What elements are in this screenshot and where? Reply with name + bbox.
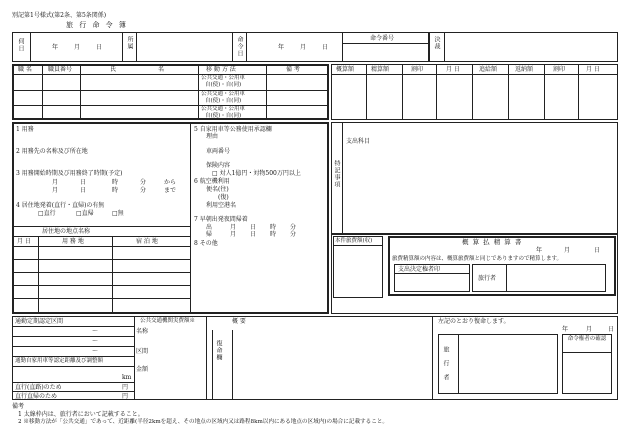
time-day: 日 [80,179,87,186]
order-date-label: 命令日 [236,36,243,57]
report-year: 年 [562,326,569,333]
col-transport: 移 動 方 法 [206,66,236,73]
item-schedule: 3 用務開始時期及び用務終了時期(予定) [16,170,123,177]
airport-label: 利用空港名 [206,202,237,209]
pt-name-label: 名称 [136,328,149,335]
insurance-label: 保険内容 [206,162,231,169]
checkbox-direct-go[interactable]: □直行 [38,210,56,217]
col-seal: 割印 [411,66,424,73]
settlement-day: 日 [594,247,601,254]
approval-box [429,32,618,62]
km-unit: km [122,374,132,381]
settlement-month: 月 [564,247,571,254]
report-day: 日 [608,326,615,333]
tilde: 〜 [92,328,99,335]
special-notes-box [331,122,618,234]
report-label: 復命欄 [215,340,222,361]
expense-label: 支出科目 [346,138,371,145]
office-field[interactable] [138,34,230,60]
note-2: 2 ※移動方法が「公共交通」であって、近距離(半径2kmを超え、その地点の区域内又は路程8km以内にある地点の区域内)の場合に記載すること。 [18,419,389,425]
arrive-day: 日 [250,231,257,238]
reason-label: 理由 [206,133,219,140]
order-month: 月 [300,44,307,51]
col-estimated: 概算額 [336,66,355,73]
time-month: 月 [52,187,59,194]
item-airplane: 6 航空機利用 [194,178,230,185]
date-day: 日 [96,44,103,51]
item-private-car: 5 自家用車等公務使用承認欄 [194,126,272,133]
checkbox-none[interactable]: □無 [112,210,124,217]
res-col-place: 用 務 地 [62,238,84,245]
flight-return-label: (復) [218,194,229,201]
item-early-late: 7 早朝出発夜間帰着 [194,216,248,223]
pt-amount-label: 金額 [136,366,149,373]
order-number-label: 命令番号 [370,35,395,42]
date-month: 月 [74,44,81,51]
transport-option[interactable]: 自(使)・自(同) [205,82,242,88]
page-title: 旅 行 命 令 簿 [66,21,128,29]
col-given-name: 名 [158,66,165,73]
col-position: 職 名 [18,66,32,73]
settlement-text: 旅費精算額の内容は、概算旅費額と同じでありますので精算します。 [392,256,563,262]
tilde: 〜 [92,338,99,345]
form-label: 別記第1号様式(第2条、第5条関係) [12,12,107,19]
settlement-traveler-label: 旅行者 [478,275,497,282]
commute-car-label: 通勤自家用車等認定距離及び調整額 [15,358,104,364]
depart-minute: 分 [290,224,297,231]
order-day: 日 [322,44,329,51]
col-staff-number: 職員番号 [48,66,73,73]
special-notes-label: 特記事項 [333,160,340,188]
transport-option[interactable]: 自(使)・自(同) [205,98,242,104]
time-until: まで [164,187,177,194]
residence-title: 居住地の地点名称 [42,228,91,235]
direct-return-label: 直行直帰のため [15,393,58,400]
settlement-year: 年 [536,247,543,254]
approval-label: 決裁 [433,36,440,50]
report-traveler-box [438,334,558,394]
own-expense-label: 本件旅費額(収) [335,238,373,244]
note-1: 1 太線枠内は、旅行者において記載すること。 [18,411,144,418]
col-additional: 追給額 [479,66,498,73]
summary-label: 概 要 [232,318,246,325]
settlement-title: 概 算 払 精 算 書 [462,238,523,246]
time-hour: 時 [112,187,119,194]
col-date-2: 月 日 [586,66,600,73]
arrive-hour: 時 [270,231,277,238]
col-date: 月 日 [446,66,460,73]
res-col-date: 月 日 [17,238,31,245]
order-year: 年 [278,44,285,51]
notes-heading: 備考 [12,403,25,410]
depart-day: 日 [250,224,257,231]
tilde: 〜 [92,348,99,355]
transport-option[interactable]: 公共交通・公用車 [201,91,246,97]
yen-unit: 円 [122,384,129,391]
arrive-month: 月 [230,231,237,238]
arrive-minute: 分 [290,231,297,238]
col-settled: 精算額 [371,66,390,73]
transport-option[interactable]: 公共交通・公用車 [201,106,246,112]
transport-option[interactable]: 公共交通・公用車 [201,75,246,81]
office-label: 所属 [126,36,133,50]
depart-hour: 時 [270,224,277,231]
report-text: 左記のとおり復命します。 [438,318,510,325]
res-col-lodging: 宿 泊 地 [136,238,158,245]
insurance-checkbox[interactable]: □ 対人1億円・対物500万円以上 [212,170,301,177]
item-purpose: 1 用務 [16,126,34,133]
authority-seal-label: 支出決定権者印 [398,266,441,273]
report-month: 月 [586,326,593,333]
col-remarks: 備 考 [286,66,300,73]
commute-label: 通勤定期認定区間 [15,318,64,325]
depart-month: 月 [230,224,237,231]
time-hour: 時 [112,179,119,186]
time-minute: 分 [140,187,147,194]
time-minute: 分 [140,179,147,186]
commander-label: 命令権者の確認 [567,336,607,342]
date-year: 年 [52,44,59,51]
transport-option[interactable]: 自(使)・自(同) [205,113,242,119]
time-month: 月 [52,179,59,186]
yen-unit: 円 [122,393,129,400]
report-traveler-label: 旅行者 [442,346,449,388]
commander-box [562,334,612,394]
vehicle-number-label: 車両番号 [206,148,231,155]
item-destination: 2 用務先の名称及び所在地 [16,148,88,155]
col-family-name: 氏 [110,66,117,73]
checkbox-direct-return[interactable]: □直帰 [76,210,94,217]
time-day: 日 [80,187,87,194]
depart-label: 出 [206,224,213,231]
col-seal-2: 割印 [553,66,566,73]
arrive-label: 帰 [206,231,213,238]
date-label: 伺日 [17,38,24,52]
time-from: から [164,179,177,186]
direct-going-label: 直行(直路)のため [15,384,62,391]
item-residence: 4 居住地発着(直行・直帰)の有無 [16,202,105,209]
item-other: 8 その他 [194,240,218,247]
col-refund: 返納額 [515,66,534,73]
public-transport-label: 公共交通機関実費額※ [140,318,196,324]
flight-outbound-label: 便名(往) [206,186,229,193]
pt-section-label: 区間 [136,348,149,355]
